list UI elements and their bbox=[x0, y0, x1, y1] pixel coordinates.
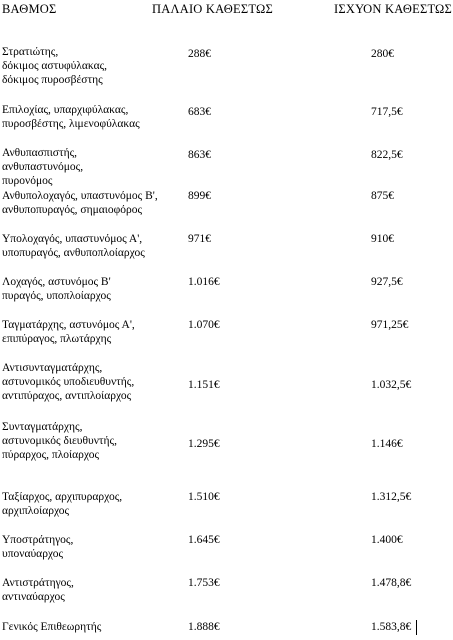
text-cursor bbox=[416, 620, 417, 635]
rank-line: Γενικός Επιθεωρητής bbox=[2, 621, 102, 633]
rank-line: Συνταγματάρχης, bbox=[2, 421, 83, 433]
rank-line: πύραρχος, πλοίαρχος bbox=[2, 449, 100, 461]
current-salary-cell: 910€ bbox=[371, 233, 394, 245]
rank-line: Ταξίαρχος, αρχιπυραρχος, bbox=[2, 491, 123, 503]
current-salary-cell: 1.312,5€ bbox=[371, 491, 412, 503]
rank-line: Αντισυνταγματάρχης, bbox=[2, 362, 103, 374]
current-salary-cell: 1.583,8€ bbox=[371, 621, 412, 633]
rank-line: αντιπύραχος, αντιπλοίαρχος bbox=[2, 390, 132, 402]
rank-line: υποναύαρχος bbox=[2, 548, 64, 560]
current-salary-cell: 280€ bbox=[371, 48, 394, 60]
rank-line: ανθυπαστυνόμος, bbox=[2, 161, 84, 173]
rank-cell bbox=[2, 620, 182, 634]
rank-line: Ταγματάρχης, αστυνόμος Α', bbox=[2, 319, 135, 331]
old-salary-cell: 1.070€ bbox=[188, 319, 220, 331]
rank-line: Ανθυπολοχαγός, υπαστυνόμος Β', bbox=[2, 190, 158, 202]
old-salary-cell: 288€ bbox=[188, 48, 211, 60]
rank-line: δόκιμος πυροσβέστης bbox=[2, 74, 103, 86]
old-salary-cell: 1.753€ bbox=[188, 577, 220, 589]
old-salary-cell: 1.295€ bbox=[188, 438, 220, 450]
rank-cell bbox=[2, 318, 182, 346]
rank-line: πυραγός, υποπλοίαρχος bbox=[2, 290, 111, 302]
rank-cell bbox=[2, 361, 182, 403]
rank-cell bbox=[2, 45, 182, 87]
rank-line: Υποστράτηγος, bbox=[2, 534, 74, 546]
old-salary-cell: 863€ bbox=[188, 149, 211, 161]
rank-line: Επιλοχίας, υπαρχιφύλακας, bbox=[2, 104, 129, 116]
current-salary-cell: 822,5€ bbox=[371, 149, 403, 161]
current-salary-cell: 1.478,8€ bbox=[371, 577, 412, 589]
current-salary-cell: 717,5€ bbox=[371, 106, 403, 118]
rank-line: πυροσβέστης, λιμενοφύλακας bbox=[2, 118, 140, 130]
old-salary-cell: 971€ bbox=[188, 233, 211, 245]
rank-line: επιπύραγος, πλωτάρχης bbox=[2, 333, 112, 345]
rank-line: Λοχαγός, αστυνόμος Β' bbox=[2, 276, 111, 288]
header-rank: ΒΑΘΜΟΣ bbox=[2, 2, 57, 16]
old-salary-cell: 899€ bbox=[188, 190, 211, 202]
rank-cell bbox=[2, 103, 182, 131]
rank-cell bbox=[2, 189, 182, 217]
rank-cell bbox=[2, 146, 182, 188]
rank-cell bbox=[2, 232, 182, 260]
current-salary-cell: 927,5€ bbox=[371, 276, 403, 288]
current-salary-cell: 875€ bbox=[371, 190, 394, 202]
rank-line: Ανθυπασπιστής, bbox=[2, 147, 78, 159]
rank-line: πυρονόμος bbox=[2, 175, 53, 187]
old-salary-cell: 1.016€ bbox=[188, 276, 220, 288]
rank-line: Υπολοχαγός, υπαστυνόμος Α', bbox=[2, 233, 143, 245]
current-salary-cell: 1.400€ bbox=[371, 534, 403, 546]
rank-cell bbox=[2, 420, 182, 462]
header-current-regime: ΙΣΧΥΟΝ ΚΑΘΕΣΤΩΣ bbox=[334, 2, 453, 16]
old-salary-cell: 1.151€ bbox=[188, 379, 220, 391]
rank-line: ανθυποπυραγός, σημαιοφόρος bbox=[2, 204, 143, 216]
rank-line: αντιναύαρχος bbox=[2, 591, 65, 603]
rank-line: αστυνομικός υποδιευθυντής, bbox=[2, 376, 135, 388]
header-old-regime: ΠΑΛΑΙΟ ΚΑΘΕΣΤΩΣ bbox=[152, 2, 273, 16]
old-salary-cell: 683€ bbox=[188, 106, 211, 118]
rank-cell bbox=[2, 275, 182, 303]
current-salary-cell: 1.032,5€ bbox=[371, 379, 412, 391]
rank-line: Αντιστράτηγος, bbox=[2, 577, 74, 589]
rank-line: υποπυραγός, ανθυποπλοίαρχος bbox=[2, 247, 145, 259]
current-salary-cell: 1.146€ bbox=[371, 438, 403, 450]
old-salary-cell: 1.645€ bbox=[188, 534, 220, 546]
old-salary-cell: 1.510€ bbox=[188, 491, 220, 503]
rank-cell bbox=[2, 576, 182, 604]
old-salary-cell: 1.888€ bbox=[188, 621, 220, 633]
rank-line: Στρατιώτης, bbox=[2, 46, 59, 58]
rank-line: δόκιμος αστυφύλακας, bbox=[2, 60, 108, 72]
rank-cell bbox=[2, 533, 182, 561]
current-salary-cell: 971,25€ bbox=[371, 319, 409, 331]
rank-cell bbox=[2, 490, 182, 518]
rank-line: αρχιπλοίαρχος bbox=[2, 505, 70, 517]
rank-line: αστυνομικός διευθυντής, bbox=[2, 435, 117, 447]
